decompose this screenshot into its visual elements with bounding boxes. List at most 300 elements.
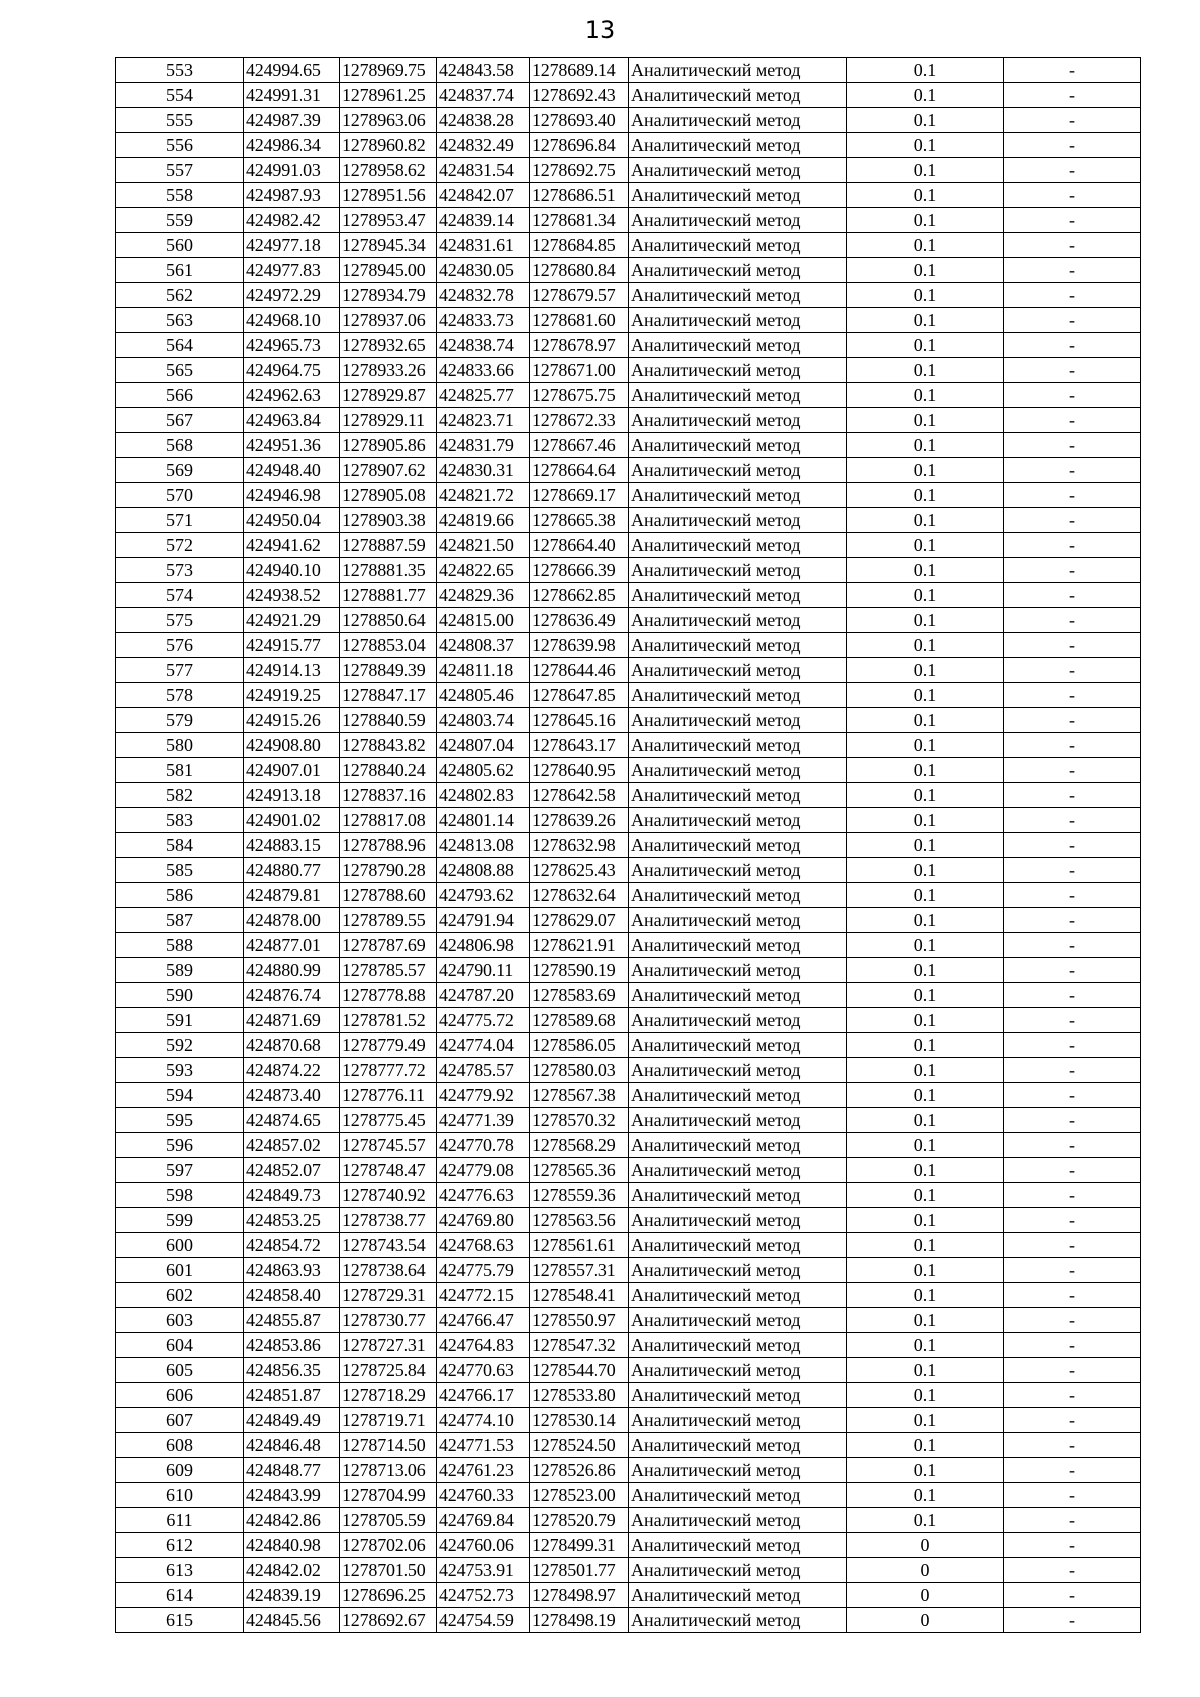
- y2-coordinate-cell: 1278672.33: [530, 408, 629, 433]
- y1-coordinate-cell: 1278730.77: [340, 1308, 437, 1333]
- x2-coordinate-cell: 424837.74: [437, 83, 530, 108]
- x2-coordinate-cell: 424802.83: [437, 783, 530, 808]
- point-number-cell: 615: [116, 1608, 244, 1633]
- accuracy-cell: 0: [847, 1583, 1004, 1608]
- y1-coordinate-cell: 1278929.11: [340, 408, 437, 433]
- y2-coordinate-cell: 1278583.69: [530, 983, 629, 1008]
- x2-coordinate-cell: 424815.00: [437, 608, 530, 633]
- accuracy-cell: 0.1: [847, 83, 1004, 108]
- y2-coordinate-cell: 1278644.46: [530, 658, 629, 683]
- x1-coordinate-cell: 424858.40: [244, 1283, 340, 1308]
- y1-coordinate-cell: 1278743.54: [340, 1233, 437, 1258]
- y2-coordinate-cell: 1278526.86: [530, 1458, 629, 1483]
- x2-coordinate-cell: 424769.84: [437, 1508, 530, 1533]
- point-number-cell: 585: [116, 858, 244, 883]
- x2-coordinate-cell: 424819.66: [437, 508, 530, 533]
- x1-coordinate-cell: 424874.22: [244, 1058, 340, 1083]
- x1-coordinate-cell: 424948.40: [244, 458, 340, 483]
- table-row: [116, 1008, 1141, 1033]
- note-cell: -: [1004, 808, 1141, 833]
- x1-coordinate-cell: 424991.31: [244, 83, 340, 108]
- method-cell: Аналитический метод: [629, 483, 847, 508]
- y1-coordinate-cell: 1278705.59: [340, 1508, 437, 1533]
- y2-coordinate-cell: 1278498.97: [530, 1583, 629, 1608]
- y1-coordinate-cell: 1278817.08: [340, 808, 437, 833]
- method-cell: Аналитический метод: [629, 883, 847, 908]
- accuracy-cell: 0.1: [847, 1483, 1004, 1508]
- table-row: [116, 1333, 1141, 1358]
- y2-coordinate-cell: 1278589.68: [530, 1008, 629, 1033]
- y1-coordinate-cell: 1278945.00: [340, 258, 437, 283]
- x1-coordinate-cell: 424940.10: [244, 558, 340, 583]
- accuracy-cell: 0.1: [847, 1408, 1004, 1433]
- x1-coordinate-cell: 424876.74: [244, 983, 340, 1008]
- y2-coordinate-cell: 1278692.75: [530, 158, 629, 183]
- table-row: [116, 1608, 1141, 1633]
- table-row: [116, 858, 1141, 883]
- point-number-cell: 590: [116, 983, 244, 1008]
- y1-coordinate-cell: 1278718.29: [340, 1383, 437, 1408]
- table-row: [116, 258, 1141, 283]
- note-cell: -: [1004, 233, 1141, 258]
- accuracy-cell: 0.1: [847, 1333, 1004, 1358]
- point-number-cell: 614: [116, 1583, 244, 1608]
- point-number-cell: 564: [116, 333, 244, 358]
- point-number-cell: 606: [116, 1383, 244, 1408]
- x2-coordinate-cell: 424760.06: [437, 1533, 530, 1558]
- note-cell: -: [1004, 1433, 1141, 1458]
- y2-coordinate-cell: 1278664.64: [530, 458, 629, 483]
- y2-coordinate-cell: 1278550.97: [530, 1308, 629, 1333]
- table-row: [116, 433, 1141, 458]
- x2-coordinate-cell: 424787.20: [437, 983, 530, 1008]
- point-number-cell: 605: [116, 1358, 244, 1383]
- method-cell: Аналитический метод: [629, 208, 847, 233]
- x2-coordinate-cell: 424770.78: [437, 1133, 530, 1158]
- x1-coordinate-cell: 424854.72: [244, 1233, 340, 1258]
- table-row: [116, 158, 1141, 183]
- method-cell: Аналитический метод: [629, 1408, 847, 1433]
- x1-coordinate-cell: 424853.86: [244, 1333, 340, 1358]
- accuracy-cell: 0.1: [847, 333, 1004, 358]
- y2-coordinate-cell: 1278625.43: [530, 858, 629, 883]
- table-row: [116, 1508, 1141, 1533]
- note-cell: -: [1004, 933, 1141, 958]
- method-cell: Аналитический метод: [629, 433, 847, 458]
- accuracy-cell: 0.1: [847, 458, 1004, 483]
- point-number-cell: 582: [116, 783, 244, 808]
- point-number-cell: 598: [116, 1183, 244, 1208]
- y1-coordinate-cell: 1278740.92: [340, 1183, 437, 1208]
- x1-coordinate-cell: 424963.84: [244, 408, 340, 433]
- x2-coordinate-cell: 424793.62: [437, 883, 530, 908]
- y1-coordinate-cell: 1278963.06: [340, 108, 437, 133]
- method-cell: Аналитический метод: [629, 1008, 847, 1033]
- method-cell: Аналитический метод: [629, 383, 847, 408]
- y1-coordinate-cell: 1278738.77: [340, 1208, 437, 1233]
- accuracy-cell: 0.1: [847, 558, 1004, 583]
- x1-coordinate-cell: 424883.15: [244, 833, 340, 858]
- note-cell: -: [1004, 258, 1141, 283]
- x1-coordinate-cell: 424962.63: [244, 383, 340, 408]
- point-number-cell: 607: [116, 1408, 244, 1433]
- x2-coordinate-cell: 424766.17: [437, 1383, 530, 1408]
- note-cell: -: [1004, 1533, 1141, 1558]
- x1-coordinate-cell: 424965.73: [244, 333, 340, 358]
- x1-coordinate-cell: 424870.68: [244, 1033, 340, 1058]
- table-row: [116, 333, 1141, 358]
- note-cell: -: [1004, 108, 1141, 133]
- method-cell: Аналитический метод: [629, 1308, 847, 1333]
- method-cell: Аналитический метод: [629, 1283, 847, 1308]
- y1-coordinate-cell: 1278837.16: [340, 783, 437, 808]
- method-cell: Аналитический метод: [629, 458, 847, 483]
- note-cell: -: [1004, 1383, 1141, 1408]
- x2-coordinate-cell: 424752.73: [437, 1583, 530, 1608]
- note-cell: -: [1004, 1408, 1141, 1433]
- table-row: [116, 1058, 1141, 1083]
- y2-coordinate-cell: 1278530.14: [530, 1408, 629, 1433]
- x2-coordinate-cell: 424791.94: [437, 908, 530, 933]
- y2-coordinate-cell: 1278565.36: [530, 1158, 629, 1183]
- note-cell: -: [1004, 1158, 1141, 1183]
- y1-coordinate-cell: 1278945.34: [340, 233, 437, 258]
- accuracy-cell: 0.1: [847, 683, 1004, 708]
- y2-coordinate-cell: 1278679.57: [530, 283, 629, 308]
- accuracy-cell: 0.1: [847, 1258, 1004, 1283]
- table-row: [116, 1183, 1141, 1208]
- y1-coordinate-cell: 1278969.75: [340, 58, 437, 83]
- method-cell: Аналитический метод: [629, 583, 847, 608]
- y1-coordinate-cell: 1278725.84: [340, 1358, 437, 1383]
- table-row: [116, 1158, 1141, 1183]
- x2-coordinate-cell: 424801.14: [437, 808, 530, 833]
- note-cell: -: [1004, 1108, 1141, 1133]
- x2-coordinate-cell: 424843.58: [437, 58, 530, 83]
- accuracy-cell: 0.1: [847, 408, 1004, 433]
- x2-coordinate-cell: 424805.46: [437, 683, 530, 708]
- accuracy-cell: 0.1: [847, 1208, 1004, 1233]
- method-cell: Аналитический метод: [629, 783, 847, 808]
- point-number-cell: 563: [116, 308, 244, 333]
- x1-coordinate-cell: 424915.77: [244, 633, 340, 658]
- accuracy-cell: 0.1: [847, 433, 1004, 458]
- table-row: [116, 1358, 1141, 1383]
- accuracy-cell: 0.1: [847, 233, 1004, 258]
- y2-coordinate-cell: 1278666.39: [530, 558, 629, 583]
- y2-coordinate-cell: 1278568.29: [530, 1133, 629, 1158]
- point-number-cell: 586: [116, 883, 244, 908]
- y1-coordinate-cell: 1278777.72: [340, 1058, 437, 1083]
- x1-coordinate-cell: 424874.65: [244, 1108, 340, 1133]
- x1-coordinate-cell: 424951.36: [244, 433, 340, 458]
- point-number-cell: 592: [116, 1033, 244, 1058]
- accuracy-cell: 0.1: [847, 308, 1004, 333]
- method-cell: Аналитический метод: [629, 658, 847, 683]
- point-number-cell: 608: [116, 1433, 244, 1458]
- y1-coordinate-cell: 1278937.06: [340, 308, 437, 333]
- point-number-cell: 576: [116, 633, 244, 658]
- method-cell: Аналитический метод: [629, 633, 847, 658]
- x2-coordinate-cell: 424822.65: [437, 558, 530, 583]
- accuracy-cell: 0.1: [847, 633, 1004, 658]
- method-cell: Аналитический метод: [629, 908, 847, 933]
- y2-coordinate-cell: 1278671.00: [530, 358, 629, 383]
- y1-coordinate-cell: 1278951.56: [340, 183, 437, 208]
- y1-coordinate-cell: 1278778.88: [340, 983, 437, 1008]
- note-cell: -: [1004, 608, 1141, 633]
- point-number-cell: 595: [116, 1108, 244, 1133]
- point-number-cell: 570: [116, 483, 244, 508]
- method-cell: Аналитический метод: [629, 508, 847, 533]
- note-cell: -: [1004, 583, 1141, 608]
- method-cell: Аналитический метод: [629, 983, 847, 1008]
- point-number-cell: 575: [116, 608, 244, 633]
- y2-coordinate-cell: 1278639.26: [530, 808, 629, 833]
- y1-coordinate-cell: 1278748.47: [340, 1158, 437, 1183]
- method-cell: Аналитический метод: [629, 1483, 847, 1508]
- point-number-cell: 556: [116, 133, 244, 158]
- accuracy-cell: 0.1: [847, 383, 1004, 408]
- table-row: [116, 108, 1141, 133]
- accuracy-cell: 0.1: [847, 758, 1004, 783]
- table-row: [116, 1583, 1141, 1608]
- accuracy-cell: 0.1: [847, 933, 1004, 958]
- table-body: [116, 58, 1141, 1633]
- point-number-cell: 555: [116, 108, 244, 133]
- x1-coordinate-cell: 424977.18: [244, 233, 340, 258]
- point-number-cell: 589: [116, 958, 244, 983]
- method-cell: Аналитический метод: [629, 1033, 847, 1058]
- x1-coordinate-cell: 424842.02: [244, 1558, 340, 1583]
- x1-coordinate-cell: 424871.69: [244, 1008, 340, 1033]
- x1-coordinate-cell: 424853.25: [244, 1208, 340, 1233]
- note-cell: -: [1004, 783, 1141, 808]
- table-row: [116, 1033, 1141, 1058]
- method-cell: Аналитический метод: [629, 1433, 847, 1458]
- note-cell: -: [1004, 1583, 1141, 1608]
- x1-coordinate-cell: 424843.99: [244, 1483, 340, 1508]
- point-number-cell: 588: [116, 933, 244, 958]
- note-cell: -: [1004, 1333, 1141, 1358]
- y2-coordinate-cell: 1278629.07: [530, 908, 629, 933]
- x1-coordinate-cell: 424856.35: [244, 1358, 340, 1383]
- method-cell: Аналитический метод: [629, 1058, 847, 1083]
- y2-coordinate-cell: 1278669.17: [530, 483, 629, 508]
- x1-coordinate-cell: 424941.62: [244, 533, 340, 558]
- y2-coordinate-cell: 1278678.97: [530, 333, 629, 358]
- y1-coordinate-cell: 1278789.55: [340, 908, 437, 933]
- x1-coordinate-cell: 424987.93: [244, 183, 340, 208]
- y2-coordinate-cell: 1278689.14: [530, 58, 629, 83]
- table-row: [116, 1283, 1141, 1308]
- note-cell: -: [1004, 158, 1141, 183]
- y2-coordinate-cell: 1278681.60: [530, 308, 629, 333]
- accuracy-cell: 0.1: [847, 358, 1004, 383]
- y2-coordinate-cell: 1278684.85: [530, 233, 629, 258]
- method-cell: Аналитический метод: [629, 1083, 847, 1108]
- x2-coordinate-cell: 424790.11: [437, 958, 530, 983]
- y2-coordinate-cell: 1278580.03: [530, 1058, 629, 1083]
- accuracy-cell: 0.1: [847, 1233, 1004, 1258]
- note-cell: -: [1004, 833, 1141, 858]
- point-number-cell: 559: [116, 208, 244, 233]
- x1-coordinate-cell: 424878.00: [244, 908, 340, 933]
- y2-coordinate-cell: 1278643.17: [530, 733, 629, 758]
- y2-coordinate-cell: 1278645.16: [530, 708, 629, 733]
- y1-coordinate-cell: 1278881.77: [340, 583, 437, 608]
- x2-coordinate-cell: 424775.72: [437, 1008, 530, 1033]
- y1-coordinate-cell: 1278729.31: [340, 1283, 437, 1308]
- x1-coordinate-cell: 424879.81: [244, 883, 340, 908]
- method-cell: Аналитический метод: [629, 1458, 847, 1483]
- x1-coordinate-cell: 424964.75: [244, 358, 340, 383]
- point-number-cell: 591: [116, 1008, 244, 1033]
- table-row: [116, 908, 1141, 933]
- table-row: [116, 1558, 1141, 1583]
- y2-coordinate-cell: 1278544.70: [530, 1358, 629, 1383]
- table-row: [116, 83, 1141, 108]
- accuracy-cell: 0.1: [847, 1158, 1004, 1183]
- method-cell: Аналитический метод: [629, 708, 847, 733]
- method-cell: Аналитический метод: [629, 833, 847, 858]
- x1-coordinate-cell: 424987.39: [244, 108, 340, 133]
- y1-coordinate-cell: 1278713.06: [340, 1458, 437, 1483]
- method-cell: Аналитический метод: [629, 533, 847, 558]
- point-number-cell: 613: [116, 1558, 244, 1583]
- point-number-cell: 609: [116, 1458, 244, 1483]
- y2-coordinate-cell: 1278570.32: [530, 1108, 629, 1133]
- x1-coordinate-cell: 424848.77: [244, 1458, 340, 1483]
- y1-coordinate-cell: 1278701.50: [340, 1558, 437, 1583]
- method-cell: Аналитический метод: [629, 608, 847, 633]
- table-row: [116, 58, 1141, 83]
- note-cell: -: [1004, 858, 1141, 883]
- y1-coordinate-cell: 1278702.06: [340, 1533, 437, 1558]
- x1-coordinate-cell: 424986.34: [244, 133, 340, 158]
- x2-coordinate-cell: 424785.57: [437, 1058, 530, 1083]
- x2-coordinate-cell: 424821.50: [437, 533, 530, 558]
- point-number-cell: 587: [116, 908, 244, 933]
- y2-coordinate-cell: 1278590.19: [530, 958, 629, 983]
- y2-coordinate-cell: 1278533.80: [530, 1383, 629, 1408]
- y1-coordinate-cell: 1278934.79: [340, 283, 437, 308]
- table-row: [116, 183, 1141, 208]
- x2-coordinate-cell: 424838.74: [437, 333, 530, 358]
- accuracy-cell: 0.1: [847, 708, 1004, 733]
- y2-coordinate-cell: 1278499.31: [530, 1533, 629, 1558]
- method-cell: Аналитический метод: [629, 558, 847, 583]
- table-row: [116, 1458, 1141, 1483]
- accuracy-cell: 0.1: [847, 983, 1004, 1008]
- method-cell: Аналитический метод: [629, 1258, 847, 1283]
- table-row: [116, 633, 1141, 658]
- accuracy-cell: 0.1: [847, 883, 1004, 908]
- y1-coordinate-cell: 1278929.87: [340, 383, 437, 408]
- table-row: [116, 1108, 1141, 1133]
- point-number-cell: 583: [116, 808, 244, 833]
- y1-coordinate-cell: 1278738.64: [340, 1258, 437, 1283]
- accuracy-cell: 0: [847, 1533, 1004, 1558]
- method-cell: Аналитический метод: [629, 858, 847, 883]
- method-cell: Аналитический метод: [629, 58, 847, 83]
- x2-coordinate-cell: 424832.49: [437, 133, 530, 158]
- x1-coordinate-cell: 424846.48: [244, 1433, 340, 1458]
- y1-coordinate-cell: 1278958.62: [340, 158, 437, 183]
- x2-coordinate-cell: 424779.92: [437, 1083, 530, 1108]
- y2-coordinate-cell: 1278639.98: [530, 633, 629, 658]
- point-number-cell: 593: [116, 1058, 244, 1083]
- y2-coordinate-cell: 1278563.56: [530, 1208, 629, 1233]
- x2-coordinate-cell: 424830.05: [437, 258, 530, 283]
- note-cell: -: [1004, 483, 1141, 508]
- y1-coordinate-cell: 1278704.99: [340, 1483, 437, 1508]
- x1-coordinate-cell: 424840.98: [244, 1533, 340, 1558]
- point-number-cell: 610: [116, 1483, 244, 1508]
- coordinates-table: [115, 57, 1141, 1633]
- y1-coordinate-cell: 1278933.26: [340, 358, 437, 383]
- accuracy-cell: 0.1: [847, 833, 1004, 858]
- point-number-cell: 602: [116, 1283, 244, 1308]
- x1-coordinate-cell: 424968.10: [244, 308, 340, 333]
- y1-coordinate-cell: 1278696.25: [340, 1583, 437, 1608]
- table-row: [116, 358, 1141, 383]
- x1-coordinate-cell: 424950.04: [244, 508, 340, 533]
- note-cell: -: [1004, 283, 1141, 308]
- note-cell: -: [1004, 508, 1141, 533]
- accuracy-cell: 0.1: [847, 958, 1004, 983]
- y1-coordinate-cell: 1278881.35: [340, 558, 437, 583]
- accuracy-cell: 0.1: [847, 733, 1004, 758]
- y2-coordinate-cell: 1278561.61: [530, 1233, 629, 1258]
- method-cell: Аналитический метод: [629, 358, 847, 383]
- y2-coordinate-cell: 1278681.34: [530, 208, 629, 233]
- y2-coordinate-cell: 1278501.77: [530, 1558, 629, 1583]
- accuracy-cell: 0.1: [847, 658, 1004, 683]
- y1-coordinate-cell: 1278727.31: [340, 1333, 437, 1358]
- table-row: [116, 1208, 1141, 1233]
- x2-coordinate-cell: 424838.28: [437, 108, 530, 133]
- table-row: [116, 608, 1141, 633]
- x2-coordinate-cell: 424779.08: [437, 1158, 530, 1183]
- method-cell: Аналитический метод: [629, 1383, 847, 1408]
- x1-coordinate-cell: 424919.25: [244, 683, 340, 708]
- accuracy-cell: 0.1: [847, 133, 1004, 158]
- x1-coordinate-cell: 424839.19: [244, 1583, 340, 1608]
- y1-coordinate-cell: 1278776.11: [340, 1083, 437, 1108]
- x2-coordinate-cell: 424771.53: [437, 1433, 530, 1458]
- point-number-cell: 557: [116, 158, 244, 183]
- note-cell: -: [1004, 1233, 1141, 1258]
- x2-coordinate-cell: 424776.63: [437, 1183, 530, 1208]
- y2-coordinate-cell: 1278586.05: [530, 1033, 629, 1058]
- method-cell: Аналитический метод: [629, 1208, 847, 1233]
- y2-coordinate-cell: 1278665.38: [530, 508, 629, 533]
- x2-coordinate-cell: 424833.73: [437, 308, 530, 333]
- x1-coordinate-cell: 424908.80: [244, 733, 340, 758]
- point-number-cell: 594: [116, 1083, 244, 1108]
- method-cell: Аналитический метод: [629, 333, 847, 358]
- point-number-cell: 574: [116, 583, 244, 608]
- y1-coordinate-cell: 1278779.49: [340, 1033, 437, 1058]
- y1-coordinate-cell: 1278788.96: [340, 833, 437, 858]
- accuracy-cell: 0.1: [847, 1008, 1004, 1033]
- method-cell: Аналитический метод: [629, 1133, 847, 1158]
- x2-coordinate-cell: 424761.23: [437, 1458, 530, 1483]
- accuracy-cell: 0.1: [847, 533, 1004, 558]
- note-cell: -: [1004, 733, 1141, 758]
- table-row: [116, 208, 1141, 233]
